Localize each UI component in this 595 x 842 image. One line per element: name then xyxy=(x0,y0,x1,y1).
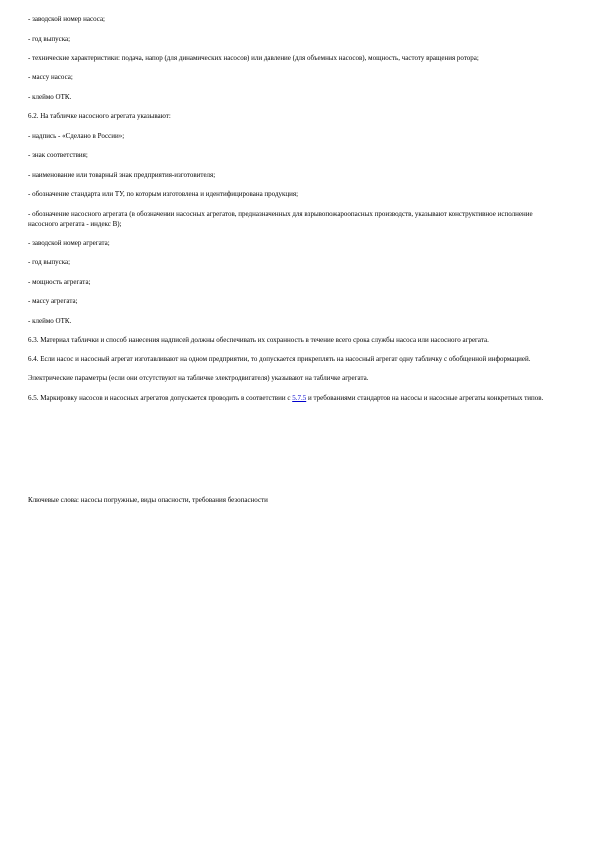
clause-link[interactable]: 5.7.5 xyxy=(292,393,307,402)
paragraph: - массу насоса; xyxy=(28,73,73,81)
paragraph: - надпись - «Сделано в России»; xyxy=(28,131,125,140)
keywords: Ключевые слова: насосы погружные, виды опасности, требования безопасности xyxy=(28,496,268,504)
paragraph: - обозначение стандарта или ТУ, по которым изготовлена и идентифицирована продукция; xyxy=(28,190,299,198)
paragraph: 6.4. Если насос и насосный агрегат изготавливают на одном предприятии, то допускается прикреплять на насосный агрегат одну табличку с обобщенной информацией. xyxy=(28,355,531,363)
paragraph: - технические характеристики: подача, напор (для динамических насосов) или давление (для объемных насосов), мощность, частоту вращения ротора; xyxy=(28,54,479,62)
paragraph: - заводской номер насоса; xyxy=(28,15,105,23)
paragraph: - обозначение насосного агрегата (в обозначении насосных агрегатов, предназначенных для взрывопожароопасных производств, указывают конструктивное исполнение насосного агрегата - индекс В); xyxy=(28,209,533,228)
paragraph: - клеймо ОТК. xyxy=(28,92,72,101)
paragraph: - знак соответствия; xyxy=(28,151,88,159)
paragraph: - заводской номер агрегата; xyxy=(28,238,110,247)
paragraph: - год выпуска; xyxy=(28,258,71,266)
paragraph xyxy=(28,393,556,403)
paragraph: Электрические параметры (если они отсутствуют на табличке электродвигателя) указывают на табличке агрегата. xyxy=(28,374,369,382)
document-body xyxy=(28,14,556,412)
paragraph: - наименование или товарный знак предприятия-изготовителя; xyxy=(28,170,216,179)
paragraph: - клеймо ОТК. xyxy=(28,316,72,325)
paragraph-text: и требованиями стандартов на насосы и насосные агрегаты конкретных типов. xyxy=(306,393,544,402)
paragraph: - массу агрегата; xyxy=(28,297,78,305)
section-heading: 6.2. На табличке насосного агрегата указывают: xyxy=(28,112,171,120)
paragraph: 6.3. Материал таблички и способ нанесения надписей должны обеспечивать их сохранность в течение всего срока службы насоса или насосного агрегата. xyxy=(28,336,489,344)
paragraph-text: 6.5. Маркировку насосов и насосных агрегатов допускается проводить в соответствии с xyxy=(28,393,293,402)
paragraph: - мощность агрегата; xyxy=(28,277,91,286)
paragraph: - год выпуска; xyxy=(28,34,71,43)
